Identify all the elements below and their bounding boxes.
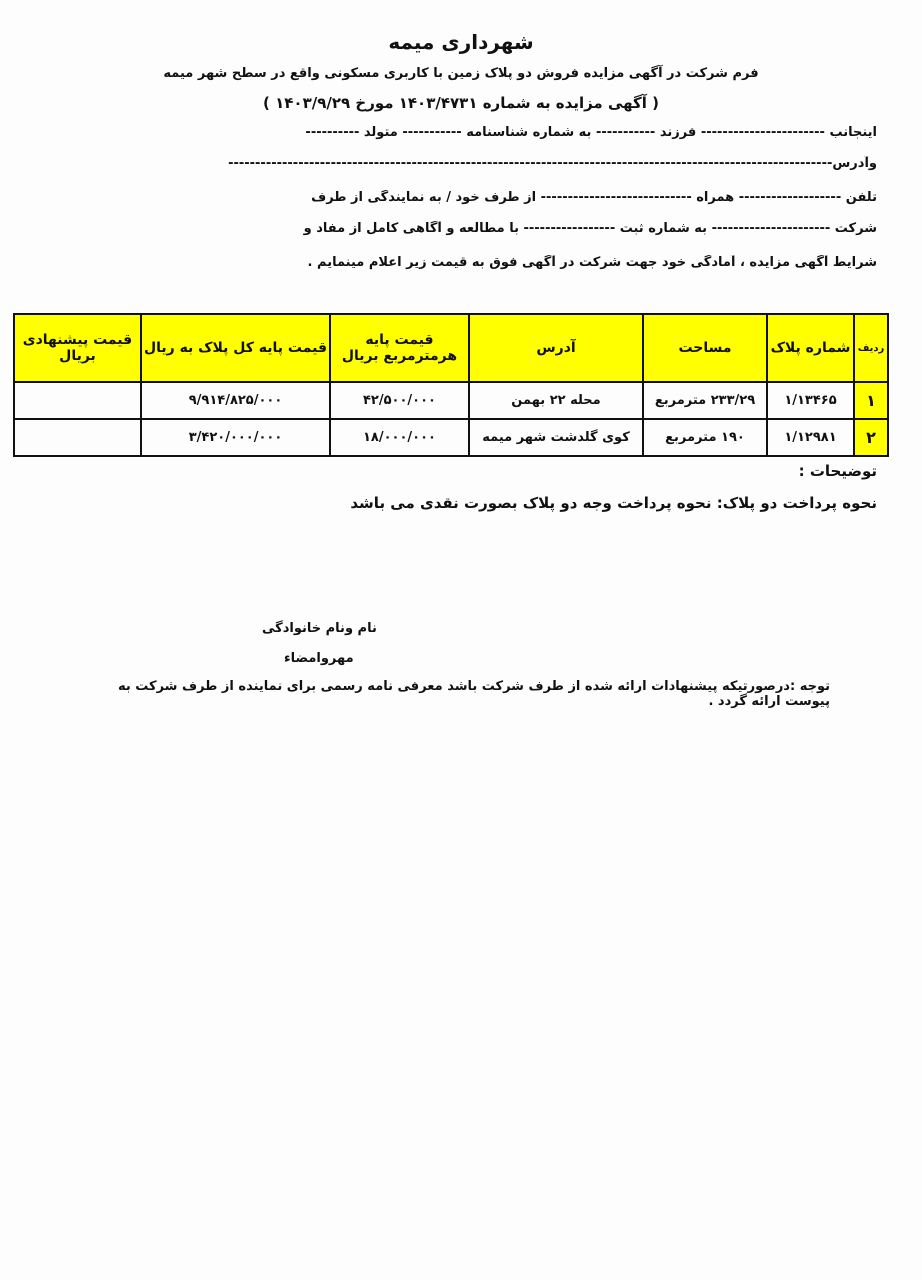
header-address: آدرس	[469, 314, 643, 382]
row-address: کوی گلدشت شهر میمه	[469, 419, 643, 456]
row-area: ۲۳۳/۲۹ مترمربع	[643, 382, 767, 419]
signature-seal-label: مهروامضاء	[284, 651, 354, 666]
form-line-address: وآدرس----------------------------------------------------------------------------------------------------------------	[228, 156, 877, 171]
notes-heading: توضیحات :	[798, 462, 877, 480]
form-line-applicant: اینجانب ----------------------- فرزند ----------- به شماره شناسنامه ----------- متولد ----------	[305, 125, 877, 140]
payment-terms: نحوه پرداخت دو پلاک: نحوه پرداخت وجه دو پلاک بصورت نقدی می باشد	[350, 494, 877, 512]
row-proposed-price[interactable]	[14, 419, 141, 456]
auction-notice-number: ( آگهی مزایده به شماره ۱۴۰۳/۴۷۳۱ مورخ ۱۴۰۳/۹/۲۹ )	[263, 94, 659, 112]
auction-table	[13, 313, 889, 457]
row-unit-price: ۴۲/۵۰۰/۰۰۰	[330, 382, 469, 419]
table-header-row	[14, 314, 888, 382]
row-radif: ۲	[854, 419, 888, 456]
header-total-price: قیمت پایه کل پلاک به ریال	[141, 314, 330, 382]
header-area: مساحت	[643, 314, 767, 382]
row-total-price: ۹/۹۱۴/۸۲۵/۰۰۰	[141, 382, 330, 419]
header-proposed-price: قیمت پیشنهادی بریال	[14, 314, 141, 382]
row-proposed-price[interactable]	[14, 382, 141, 419]
row-radif: ۱	[854, 382, 888, 419]
header-radif: ردیف	[854, 314, 888, 382]
row-address: محله ۲۲ بهمن	[469, 382, 643, 419]
form-line-phone: تلفن ------------------- همراه ---------------------------- از طرف خود / به نمایندگی از طرف	[311, 190, 877, 205]
header-unit-price: قیمت پایه هرمترمربع بریال	[330, 314, 469, 382]
row-area: ۱۹۰ مترمربع	[643, 419, 767, 456]
header-plate: شماره پلاک	[767, 314, 854, 382]
row-unit-price: ۱۸/۰۰۰/۰۰۰	[330, 419, 469, 456]
footer-note: توجه :درصورتیکه پیشنهادات ارائه شده از طرف شرکت باشد معرفی نامه رسمی برای نماینده از طرف شرکت به پیوست ارائه گردد .	[117, 679, 830, 709]
table-row	[14, 382, 888, 419]
row-total-price: ۳/۴۲۰/۰۰۰/۰۰۰	[141, 419, 330, 456]
page-title: شهرداری میمه	[388, 30, 534, 54]
row-plate: ۱/۱۳۴۶۵	[767, 382, 854, 419]
form-line-terms: شرایط آگهی مزایده ، آمادگی خود جهت شرکت در آگهی فوق به قیمت زیر اعلام مینمایم .	[307, 255, 877, 270]
form-subtitle: فرم شرکت در آگهی مزایده فروش دو پلاک زمین با کاربری مسکونی واقع در سطح شهر میمه	[163, 66, 759, 81]
table-row	[14, 419, 888, 456]
signature-name-label: نام ونام خانوادگی	[262, 621, 377, 636]
form-line-company: شرکت ---------------------- به شماره ثبت ----------------- با مطالعه و آگاهی کامل از مفاد و	[303, 221, 877, 236]
row-plate: ۱/۱۲۹۸۱	[767, 419, 854, 456]
